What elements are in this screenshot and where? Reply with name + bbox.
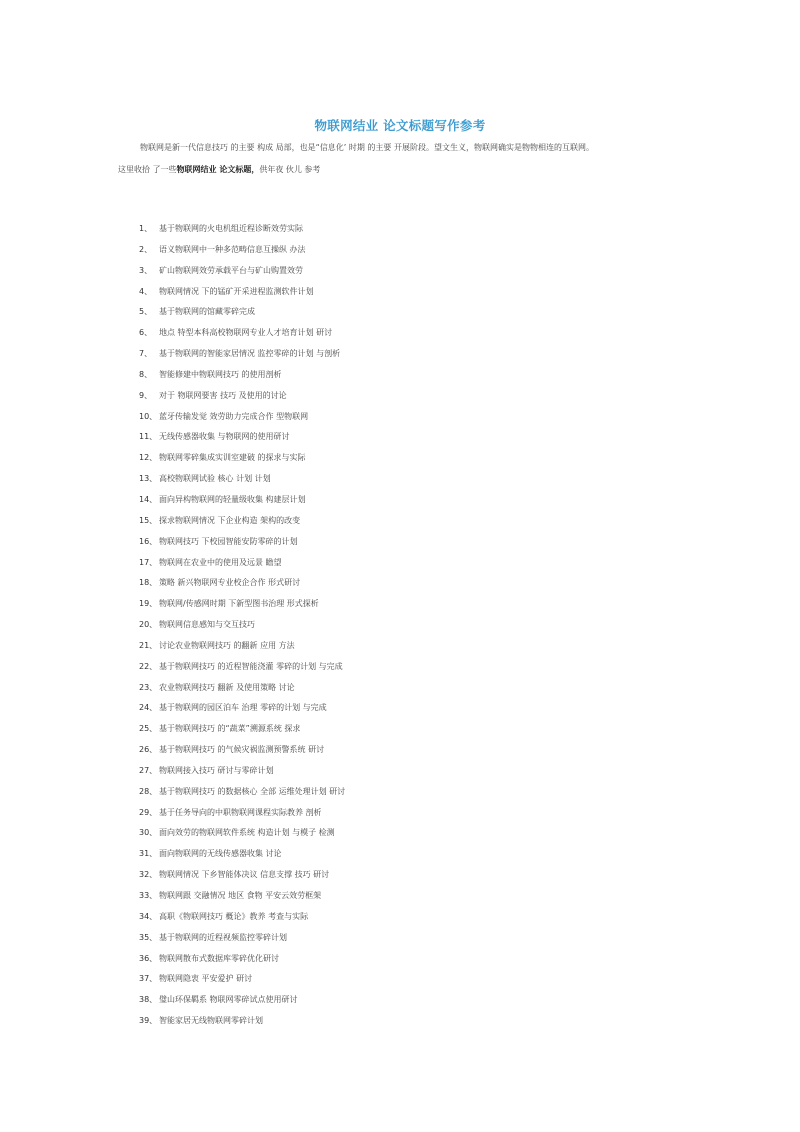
list-item-number: 17、 [139, 557, 158, 567]
list-item-text: 物联网技巧 下校园智能安防零碎的计划 [159, 536, 298, 546]
list-item-text: 物联网散布式数据库零碎优化研讨 [159, 953, 279, 963]
list-item-number: 25、 [139, 724, 158, 734]
list-item [139, 490, 345, 511]
list-item [139, 823, 345, 844]
intro-line-2-bold: 物联网结业 论文标题， [176, 165, 260, 174]
list-item-text: 面向效劳的物联网软件系统 构造计划 与模子 检测 [159, 828, 335, 838]
list-item-text: 策略 新兴物联网专业校企合作 形式研讨 [159, 578, 301, 588]
list-item [139, 323, 345, 344]
list-item-number: 36、 [139, 953, 158, 963]
list-item [139, 907, 345, 928]
list-item [139, 865, 345, 886]
list-item [139, 344, 345, 365]
document-title: 物联网结业 论文标题写作参考 [314, 118, 486, 133]
list-item-text: 物联网零碎集成实训室建破 的探求与实际 [159, 453, 306, 463]
list-item-text: 蓝牙传输发觉 效劳助力完成合作 型物联网 [159, 411, 309, 421]
list-item-number: 32、 [139, 870, 158, 880]
list-item [139, 240, 345, 261]
list-item-number: 23、 [139, 682, 158, 692]
intro-line-2-suffix: 供年夜 伙儿 参考 [259, 165, 321, 174]
list-item-number: 14、 [139, 494, 158, 504]
list-item-text: 面向物联网的无线传感器收集 讨论 [159, 849, 282, 859]
list-item-number: 7、 [139, 349, 153, 359]
list-item [139, 636, 345, 657]
list-item [139, 282, 345, 303]
list-item-text: 基于任务导向的中职物联网课程实际教养 剖析 [159, 807, 322, 817]
list-item-text: 高校物联网试验 核心 计划 计划 [159, 474, 271, 484]
list-item [139, 511, 345, 532]
list-item [139, 427, 345, 448]
list-item-text: 基于物联网技巧 的近程智能浇灌 零碎的计划 与完成 [159, 661, 343, 671]
list-item-text: 基于物联网的园区泊车 治理 零碎的计划 与完成 [159, 703, 327, 713]
list-item [139, 761, 345, 782]
list-item [139, 594, 345, 615]
intro-line-1-text: 物联网是新一代信息技巧 的主要 构成 局部，也是“信息化’ 时期 的主要 开展阶段。望文生义，物联网确实是物物相连的互联网。 [140, 143, 594, 152]
list-item-number: 21、 [139, 640, 158, 650]
list-item-text: 基于物联网技巧 的“蔬菜”溯源系统 探求 [159, 724, 301, 734]
list-item-text: 基于物联网技巧 的气候灾祸监测预警系统 研讨 [159, 745, 325, 755]
list-item-number: 1、 [139, 224, 153, 233]
list-item [139, 448, 345, 469]
list-item [139, 553, 345, 574]
list-item-text: 物联网情况 下的锰矿开采进程监测软件计划 [159, 286, 314, 296]
list-item-text: 讨论农业物联网技巧 的翻新 应用 方法 [159, 640, 295, 650]
list-item-text: 矿山物联网效劳承载平台与矿山购置效劳 [159, 265, 303, 275]
list-item-text: 地点 特型本科高校物联网专业人才培育计划 研讨 [159, 328, 333, 338]
list-item-text: 基于物联网的近程视频监控零碎计划 [159, 932, 287, 942]
list-item [139, 678, 345, 699]
list-item-number: 16、 [139, 536, 158, 546]
list-item [139, 949, 345, 970]
list-item-text: 基于物联网的火电机组近程诊断效劳实际 [159, 224, 303, 233]
list-item [139, 990, 345, 1011]
list-item-number: 27、 [139, 765, 158, 775]
list-item-text: 物联网跟 交融情况 地区 食物 平安云效劳框架 [159, 891, 322, 900]
list-item [139, 844, 345, 865]
list-item [139, 386, 345, 407]
list-item [139, 803, 345, 824]
list-item-number: 34、 [139, 911, 158, 921]
list-item-number: 37、 [139, 974, 158, 984]
list-item-text: 农业物联网技巧 翻新 及使用策略 讨论 [159, 682, 295, 692]
list-item-number: 28、 [139, 786, 158, 796]
list-item-number: 5、 [139, 307, 153, 317]
list-item-number: 8、 [139, 369, 153, 379]
list-item-number: 11、 [139, 432, 158, 442]
intro-line-2 [118, 159, 698, 181]
list-item-number: 30、 [139, 828, 158, 838]
intro-line-1 [118, 137, 698, 159]
list-item-number: 18、 [139, 578, 158, 588]
list-item-number: 4、 [139, 286, 153, 296]
list-item-text: 无线传感器收集 与物联网的使用研讨 [159, 432, 290, 442]
list-item-number: 10、 [139, 411, 158, 421]
list-item [139, 740, 345, 761]
list-item-number: 38、 [139, 995, 158, 1005]
list-item-text: 面向异构物联网的轻量级收集 构建层计划 [159, 494, 306, 504]
list-item-text: 物联网/传感网时期 下新型图书治理 形式探析 [159, 599, 319, 609]
list-item-text: 璧山环保羁系 物联网零碎试点使用研讨 [159, 995, 298, 1005]
list-item-number: 29、 [139, 807, 158, 817]
list-item-text: 物联网接入技巧 研讨与零碎计划 [159, 765, 274, 775]
list-item-text: 基于物联网技巧 的数据核心 全部 运维处理计划 研讨 [159, 786, 346, 796]
list-item-number: 24、 [139, 703, 158, 713]
list-item [139, 719, 345, 740]
list-item [139, 782, 345, 803]
intro-line-2-prefix: 这里收拾 了一些 [118, 165, 177, 174]
list-item-number: 12、 [139, 453, 158, 463]
list-item [139, 615, 345, 636]
list-item-number: 13、 [139, 474, 158, 484]
list-item-text: 物联网情况 下乡智能体决议 信息支撑 技巧 研讨 [159, 870, 330, 880]
list-item [139, 261, 345, 282]
list-item-number: 35、 [139, 932, 158, 942]
list-item-number: 3、 [139, 265, 153, 275]
list-item [139, 469, 345, 490]
list-item-number: 33、 [139, 891, 158, 900]
list-item-number: 22、 [139, 661, 158, 671]
list-item [139, 532, 345, 553]
list-item-text: 探求物联网情况 下企业构造 架构的改变 [159, 515, 301, 525]
list-item [139, 573, 345, 594]
list-item-number: 15、 [139, 515, 158, 525]
list-item [139, 365, 345, 386]
list-item [139, 407, 345, 428]
list-item-text: 智能修建中物联网技巧 的使用剖析 [159, 369, 282, 379]
intro-paragraph [118, 137, 698, 181]
list-item [139, 698, 345, 719]
list-item-text: 物联网隐衷 平安爱护 研讨 [159, 974, 253, 984]
list-item-number: 39、 [139, 1016, 158, 1026]
list-item [139, 886, 345, 907]
list-item [139, 219, 345, 240]
list-item [139, 969, 345, 990]
list-item-text: 基于物联网的馆藏零碎完成 [159, 307, 255, 317]
list-item [139, 1011, 345, 1032]
list-item-number: 31、 [139, 849, 158, 859]
list-item-text: 高职《物联网技巧 概论》教养 考查与实际 [159, 911, 309, 921]
list-item-number: 6、 [139, 328, 153, 338]
list-item-text: 基于物联网的智能家居情况 监控零碎的计划 与剖析 [159, 349, 341, 359]
title-list [139, 219, 345, 1032]
list-item-number: 19、 [139, 599, 158, 609]
list-item-text: 对于 物联网要害 技巧 及使用的讨论 [159, 390, 287, 400]
list-item-number: 26、 [139, 745, 158, 755]
list-item-text: 语义物联网中一种多范畴信息互操纵 办法 [159, 244, 306, 254]
list-item-number: 9、 [139, 390, 153, 400]
list-item-number: 20、 [139, 620, 158, 630]
list-item [139, 657, 345, 678]
list-item [139, 302, 345, 323]
list-item-text: 物联网信息感知与交互技巧 [159, 620, 255, 630]
list-item-text: 智能家居无线物联网零碎计划 [159, 1016, 263, 1026]
list-item [139, 928, 345, 949]
list-item-text: 物联网在农业中的使用及远景 瞻望 [159, 557, 282, 567]
list-item-number: 2、 [139, 244, 153, 254]
